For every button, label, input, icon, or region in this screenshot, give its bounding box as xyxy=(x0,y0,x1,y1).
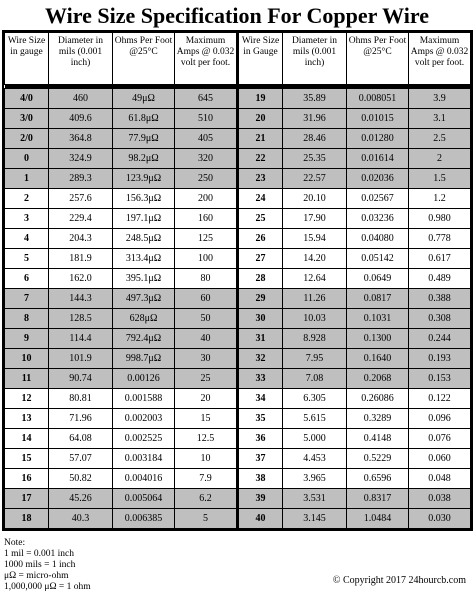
diameter-cell: 11.26 xyxy=(283,289,347,309)
diameter-cell: 409.6 xyxy=(49,109,113,129)
diameter-cell: 4.453 xyxy=(283,449,347,469)
ohms-cell: 0.01280 xyxy=(347,129,409,149)
table-row xyxy=(5,189,237,209)
diameter-cell: 3.145 xyxy=(283,509,347,529)
table-row xyxy=(5,289,237,309)
ohms-cell: 0.005064 xyxy=(113,489,175,509)
gauge-cell: 1 xyxy=(5,169,49,189)
gauge-cell: 25 xyxy=(239,209,283,229)
diameter-cell: 57.07 xyxy=(49,449,113,469)
amps-cell: 0.038 xyxy=(409,489,471,509)
diameter-cell: 40.3 xyxy=(49,509,113,529)
ohms-cell: 395.1μΩ xyxy=(113,269,175,289)
diameter-cell: 5.615 xyxy=(283,409,347,429)
table-row xyxy=(239,469,471,489)
ohms-cell: 0.1031 xyxy=(347,309,409,329)
table-row xyxy=(5,249,237,269)
amps-cell: 6.2 xyxy=(175,489,237,509)
amps-cell: 0.617 xyxy=(409,249,471,269)
gauge-cell: 24 xyxy=(239,189,283,209)
gauge-cell: 35 xyxy=(239,409,283,429)
diameter-cell: 45.26 xyxy=(49,489,113,509)
amps-cell: 40 xyxy=(175,329,237,349)
ohms-cell: 0.4148 xyxy=(347,429,409,449)
gauge-cell: 3/0 xyxy=(5,109,49,129)
diameter-cell: 114.4 xyxy=(49,329,113,349)
gauge-cell: 7 xyxy=(5,289,49,309)
diameter-cell: 17.90 xyxy=(283,209,347,229)
ohms-cell: 0.003184 xyxy=(113,449,175,469)
header-wire-size: Wire Size in Gauge xyxy=(239,33,283,85)
amps-cell: 7.9 xyxy=(175,469,237,489)
ohms-cell: 156.3μΩ xyxy=(113,189,175,209)
copyright: © Copyright 2017 24hourcb.com xyxy=(332,575,466,586)
ohms-cell: 0.01614 xyxy=(347,149,409,169)
ohms-cell: 0.2068 xyxy=(347,369,409,389)
table-row xyxy=(239,149,471,169)
diameter-cell: 35.89 xyxy=(283,89,347,109)
gauge-cell: 38 xyxy=(239,469,283,489)
ohms-cell: 98.2μΩ xyxy=(113,149,175,169)
amps-cell: 510 xyxy=(175,109,237,129)
ohms-cell: 0.0817 xyxy=(347,289,409,309)
ohms-cell: 0.1300 xyxy=(347,329,409,349)
diameter-cell: 229.4 xyxy=(49,209,113,229)
diameter-cell: 162.0 xyxy=(49,269,113,289)
gauge-cell: 16 xyxy=(5,469,49,489)
table-row xyxy=(239,209,471,229)
ohms-cell: 313.4μΩ xyxy=(113,249,175,269)
gauge-cell: 17 xyxy=(5,489,49,509)
ohms-cell: 0.002003 xyxy=(113,409,175,429)
ohms-cell: 0.02036 xyxy=(347,169,409,189)
gauge-cell: 26 xyxy=(239,229,283,249)
header-ohms: Ohms Per Foot @25°C xyxy=(347,33,409,85)
gauge-cell: 40 xyxy=(239,509,283,529)
amps-cell: 1.2 xyxy=(409,189,471,209)
table-row xyxy=(239,289,471,309)
ohms-cell: 0.03236 xyxy=(347,209,409,229)
table-row xyxy=(239,189,471,209)
amps-cell: 0.388 xyxy=(409,289,471,309)
gauge-cell: 11 xyxy=(5,369,49,389)
gauge-cell: 2 xyxy=(5,189,49,209)
left-table xyxy=(4,32,237,529)
table-row xyxy=(5,209,237,229)
table-row xyxy=(5,269,237,289)
table-row xyxy=(239,249,471,269)
diameter-cell: 20.10 xyxy=(283,189,347,209)
ohms-cell: 0.01015 xyxy=(347,109,409,129)
diameter-cell: 181.9 xyxy=(49,249,113,269)
gauge-cell: 22 xyxy=(239,149,283,169)
diameter-cell: 7.08 xyxy=(283,369,347,389)
ohms-cell: 0.1640 xyxy=(347,349,409,369)
diameter-cell: 6.305 xyxy=(283,389,347,409)
gauge-cell: 14 xyxy=(5,429,49,449)
note-line: 1,000,000 μΩ = 1 ohm xyxy=(4,582,91,592)
ohms-cell: 0.008051 xyxy=(347,89,409,109)
diameter-cell: 257.6 xyxy=(49,189,113,209)
amps-cell: 405 xyxy=(175,129,237,149)
table-row xyxy=(239,269,471,289)
amps-cell: 12.5 xyxy=(175,429,237,449)
diameter-cell: 14.20 xyxy=(283,249,347,269)
table-row xyxy=(239,369,471,389)
amps-cell: 0.122 xyxy=(409,389,471,409)
table-row xyxy=(239,509,471,529)
diameter-cell: 80.81 xyxy=(49,389,113,409)
table-row xyxy=(5,149,237,169)
table-row xyxy=(5,469,237,489)
diameter-cell: 22.57 xyxy=(283,169,347,189)
table-row xyxy=(5,309,237,329)
header-diameter: Diameter in mils (0.001 inch) xyxy=(283,33,347,85)
table-row xyxy=(5,409,237,429)
amps-cell: 0.060 xyxy=(409,449,471,469)
note-heading: Note: xyxy=(4,538,26,548)
gauge-cell: 19 xyxy=(239,89,283,109)
amps-cell: 0.048 xyxy=(409,469,471,489)
table-row xyxy=(5,429,237,449)
gauge-cell: 2/0 xyxy=(5,129,49,149)
table-row xyxy=(239,349,471,369)
table-row xyxy=(239,489,471,509)
amps-cell: 2 xyxy=(409,149,471,169)
ohms-cell: 123.9μΩ xyxy=(113,169,175,189)
table-row xyxy=(5,129,237,149)
ohms-cell: 0.3289 xyxy=(347,409,409,429)
header-wire-size: Wire Size in gauge xyxy=(5,33,49,85)
amps-cell: 0.244 xyxy=(409,329,471,349)
ohms-cell: 0.05142 xyxy=(347,249,409,269)
diameter-cell: 3.531 xyxy=(283,489,347,509)
amps-cell: 50 xyxy=(175,309,237,329)
gauge-cell: 39 xyxy=(239,489,283,509)
table-row xyxy=(5,229,237,249)
diameter-cell: 12.64 xyxy=(283,269,347,289)
ohms-cell: 0.006385 xyxy=(113,509,175,529)
header-max-amps: Maximum Amps @ 0.032 volt per foot. xyxy=(175,33,237,85)
amps-cell: 3.9 xyxy=(409,89,471,109)
amps-cell: 0.778 xyxy=(409,229,471,249)
note-line: 1000 mils = 1 inch xyxy=(4,560,76,570)
header-max-amps: Maximum Amps @ 0.032 volt per foot. xyxy=(409,33,471,85)
gauge-cell: 5 xyxy=(5,249,49,269)
gauge-cell: 37 xyxy=(239,449,283,469)
amps-cell: 0.193 xyxy=(409,349,471,369)
amps-cell: 0.153 xyxy=(409,369,471,389)
amps-cell: 0.980 xyxy=(409,209,471,229)
ohms-cell: 0.004016 xyxy=(113,469,175,489)
ohms-cell: 792.4μΩ xyxy=(113,329,175,349)
gauge-cell: 27 xyxy=(239,249,283,269)
gauge-cell: 34 xyxy=(239,389,283,409)
gauge-cell: 28 xyxy=(239,269,283,289)
table-row xyxy=(239,429,471,449)
diameter-cell: 3.965 xyxy=(283,469,347,489)
amps-cell: 0.030 xyxy=(409,509,471,529)
gauge-cell: 18 xyxy=(5,509,49,529)
left-table-body xyxy=(5,89,237,529)
gauge-cell: 6 xyxy=(5,269,49,289)
diameter-cell: 71.96 xyxy=(49,409,113,429)
amps-cell: 100 xyxy=(175,249,237,269)
spec-table xyxy=(4,32,470,531)
gauge-cell: 32 xyxy=(239,349,283,369)
diameter-cell: 50.82 xyxy=(49,469,113,489)
amps-cell: 250 xyxy=(175,169,237,189)
table-row xyxy=(239,169,471,189)
gauge-cell: 15 xyxy=(5,449,49,469)
gauge-cell: 3 xyxy=(5,209,49,229)
diameter-cell: 144.3 xyxy=(49,289,113,309)
ohms-cell: 0.26086 xyxy=(347,389,409,409)
table-row xyxy=(5,169,237,189)
gauge-cell: 29 xyxy=(239,289,283,309)
amps-cell: 80 xyxy=(175,269,237,289)
diameter-cell: 7.95 xyxy=(283,349,347,369)
note-line: μΩ = micro-ohm xyxy=(4,571,69,581)
gauge-cell: 12 xyxy=(5,389,49,409)
gauge-cell: 36 xyxy=(239,429,283,449)
ohms-cell: 0.001588 xyxy=(113,389,175,409)
amps-cell: 1.5 xyxy=(409,169,471,189)
gauge-cell: 23 xyxy=(239,169,283,189)
gauge-cell: 20 xyxy=(239,109,283,129)
ohms-cell: 77.9μΩ xyxy=(113,129,175,149)
gauge-cell: 31 xyxy=(239,329,283,349)
diameter-cell: 128.5 xyxy=(49,309,113,329)
gauge-cell: 13 xyxy=(5,409,49,429)
table-row xyxy=(5,109,237,129)
table-row xyxy=(5,349,237,369)
diameter-cell: 15.94 xyxy=(283,229,347,249)
amps-cell: 0.308 xyxy=(409,309,471,329)
ohms-cell: 0.6596 xyxy=(347,469,409,489)
gauge-cell: 0 xyxy=(5,149,49,169)
right-table xyxy=(238,32,471,529)
note-line: 1 mil = 0.001 inch xyxy=(4,549,75,559)
amps-cell: 60 xyxy=(175,289,237,309)
table-row xyxy=(5,369,237,389)
ohms-cell: 0.8317 xyxy=(347,489,409,509)
amps-cell: 125 xyxy=(175,229,237,249)
ohms-cell: 0.5229 xyxy=(347,449,409,469)
ohms-cell: 0.002525 xyxy=(113,429,175,449)
gauge-cell: 33 xyxy=(239,369,283,389)
table-row xyxy=(5,489,237,509)
ohms-cell: 0.0649 xyxy=(347,269,409,289)
amps-cell: 15 xyxy=(175,409,237,429)
amps-cell: 10 xyxy=(175,449,237,469)
amps-cell: 0.096 xyxy=(409,409,471,429)
amps-cell: 320 xyxy=(175,149,237,169)
diameter-cell: 31.96 xyxy=(283,109,347,129)
ohms-cell: 197.1μΩ xyxy=(113,209,175,229)
gauge-cell: 30 xyxy=(239,309,283,329)
diameter-cell: 10.03 xyxy=(283,309,347,329)
ohms-cell: 0.04080 xyxy=(347,229,409,249)
ohms-cell: 49μΩ xyxy=(113,89,175,109)
ohms-cell: 628μΩ xyxy=(113,309,175,329)
ohms-cell: 0.02567 xyxy=(347,189,409,209)
amps-cell: 645 xyxy=(175,89,237,109)
table-row xyxy=(239,449,471,469)
table-row xyxy=(239,229,471,249)
table-row xyxy=(5,509,237,529)
page-title: Wire Size Specification For Copper Wire xyxy=(45,3,429,28)
amps-cell: 160 xyxy=(175,209,237,229)
table-row xyxy=(239,329,471,349)
ohms-cell: 998.7μΩ xyxy=(113,349,175,369)
gauge-cell: 10 xyxy=(5,349,49,369)
amps-cell: 30 xyxy=(175,349,237,369)
gauge-cell: 8 xyxy=(5,309,49,329)
table-row xyxy=(239,129,471,149)
header-ohms: Ohms Per Foot @25°C xyxy=(113,33,175,85)
ohms-cell: 497.3μΩ xyxy=(113,289,175,309)
diameter-cell: 5.000 xyxy=(283,429,347,449)
table-row xyxy=(239,109,471,129)
table-row xyxy=(239,409,471,429)
diameter-cell: 25.35 xyxy=(283,149,347,169)
table-row xyxy=(5,329,237,349)
diameter-cell: 64.08 xyxy=(49,429,113,449)
diameter-cell: 364.8 xyxy=(49,129,113,149)
table-row xyxy=(5,389,237,409)
gauge-cell: 9 xyxy=(5,329,49,349)
amps-cell: 0.076 xyxy=(409,429,471,449)
diameter-cell: 204.3 xyxy=(49,229,113,249)
amps-cell: 20 xyxy=(175,389,237,409)
table-row xyxy=(239,309,471,329)
amps-cell: 0.489 xyxy=(409,269,471,289)
diameter-cell: 90.74 xyxy=(49,369,113,389)
right-table-body xyxy=(239,89,471,529)
table-row xyxy=(5,89,237,109)
diameter-cell: 28.46 xyxy=(283,129,347,149)
amps-cell: 25 xyxy=(175,369,237,389)
notes xyxy=(4,538,91,593)
amps-cell: 5 xyxy=(175,509,237,529)
table-row xyxy=(239,389,471,409)
diameter-cell: 460 xyxy=(49,89,113,109)
gauge-cell: 4/0 xyxy=(5,89,49,109)
ohms-cell: 1.0484 xyxy=(347,509,409,529)
amps-cell: 200 xyxy=(175,189,237,209)
diameter-cell: 8.928 xyxy=(283,329,347,349)
amps-cell: 3.1 xyxy=(409,109,471,129)
table-row xyxy=(239,89,471,109)
diameter-cell: 101.9 xyxy=(49,349,113,369)
ohms-cell: 248.5μΩ xyxy=(113,229,175,249)
ohms-cell: 61.8μΩ xyxy=(113,109,175,129)
amps-cell: 2.5 xyxy=(409,129,471,149)
table-row xyxy=(5,449,237,469)
diameter-cell: 324.9 xyxy=(49,149,113,169)
header-diameter: Diameter in mils (0.001 inch) xyxy=(49,33,113,85)
diameter-cell: 289.3 xyxy=(49,169,113,189)
ohms-cell: 0.00126 xyxy=(113,369,175,389)
gauge-cell: 4 xyxy=(5,229,49,249)
gauge-cell: 21 xyxy=(239,129,283,149)
